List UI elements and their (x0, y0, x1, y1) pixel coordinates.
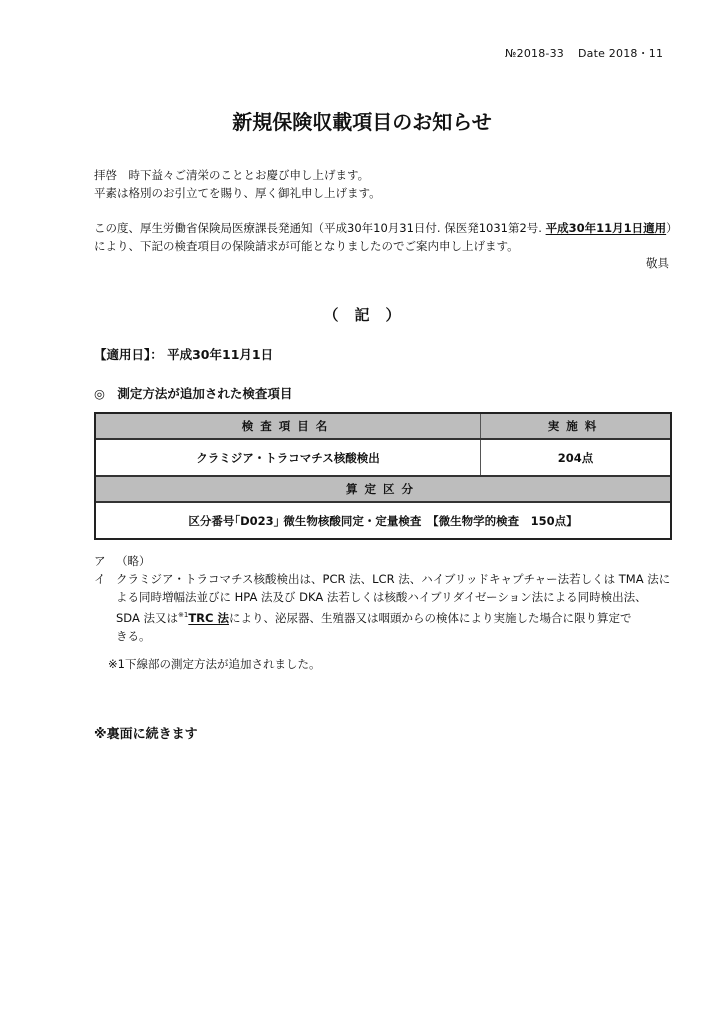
calculation-category-header: 算定区分 (96, 477, 670, 501)
fee-cell: 204点 (481, 440, 670, 475)
ki-label: 記 (354, 306, 370, 324)
note-i (94, 570, 670, 588)
exam-table (94, 412, 672, 540)
intro-text-1: この度、厚生労働省保険局医療課長発通知（平成30年10月31日付. 保医発1031第2号. (94, 221, 546, 235)
notes (94, 552, 670, 645)
calculation-category-value: 区分番号｢D023｣ 微生物核酸同定・定量検査 【微生物学的検査 150点】 (96, 503, 670, 538)
note-a-mark: ア (94, 554, 106, 568)
col-header-exam-name: 検査項目名 (96, 414, 481, 438)
section-heading: ◎ 測定方法が追加された検査項目 (94, 386, 293, 401)
intro-effective-date: 平成30年11月1日適用 (545, 221, 667, 235)
ki-heading (0, 304, 724, 325)
greeting (94, 166, 381, 202)
document-number: №2018-33 (505, 47, 565, 60)
greeting-line-2: 平素は格別のお引立てを賜り、厚く御礼申し上げます。 (94, 186, 381, 200)
note-i-line-3 (94, 606, 670, 627)
note-a (94, 552, 670, 570)
exam-name-cell: クラミジア・トラコマチス核酸検出 (96, 440, 481, 475)
effective-date: 【適用日】： 平成30年11月1日 (94, 347, 274, 362)
note-i-line-2: よる同時増幅法並びに HPA 法及び DKA 法若しくは核酸ハイブリダイゼーション法による同時検出法、 (116, 590, 647, 604)
section-header-row (96, 475, 670, 501)
note-i-line-3-pre: SDA 法又は (116, 611, 178, 625)
note-i-line-3-post: により、泌尿器、生殖器又は咽頭からの検体により実施した場合に限り算定で (228, 611, 632, 625)
table-header-row (96, 414, 670, 438)
document-number-line (505, 45, 663, 61)
table-row (96, 438, 670, 475)
section-value-row (96, 501, 670, 538)
note-trc-method: TRC 法 (188, 611, 229, 625)
closing-keigu: 敬具 (646, 256, 669, 270)
col-header-fee: 実施料 (481, 414, 670, 438)
intro-paragraph (94, 219, 674, 255)
note-i-line-4: きる。 (116, 629, 151, 643)
ki-open: （ (323, 306, 339, 324)
document-date: Date 2018・11 (578, 47, 664, 60)
intro-text-2: ）により、下記の検査項目の保険請求が可能となりましたのでご案内申し上げます。 (94, 221, 672, 253)
greeting-line-1: 拝啓 時下益々ご清栄のこととお慶び申し上げます。 (94, 168, 370, 182)
note-superscript: ※1 (177, 611, 189, 619)
note-a-text: （略） (116, 554, 151, 568)
footnote: ※1下線部の測定方法が追加されました。 (108, 657, 321, 671)
page-title: 新規保険収載項目のお知らせ (232, 110, 492, 134)
note-i-mark: イ (94, 572, 106, 586)
note-i-line-1: クラミジア・トラコマチス核酸検出は、PCR 法、LCR 法、ハイブリッドキャプチャー法若しくは TMA 法に (116, 572, 671, 586)
continued-notice: ※裏面に続きます (94, 727, 198, 742)
ki-close: ） (385, 306, 401, 324)
